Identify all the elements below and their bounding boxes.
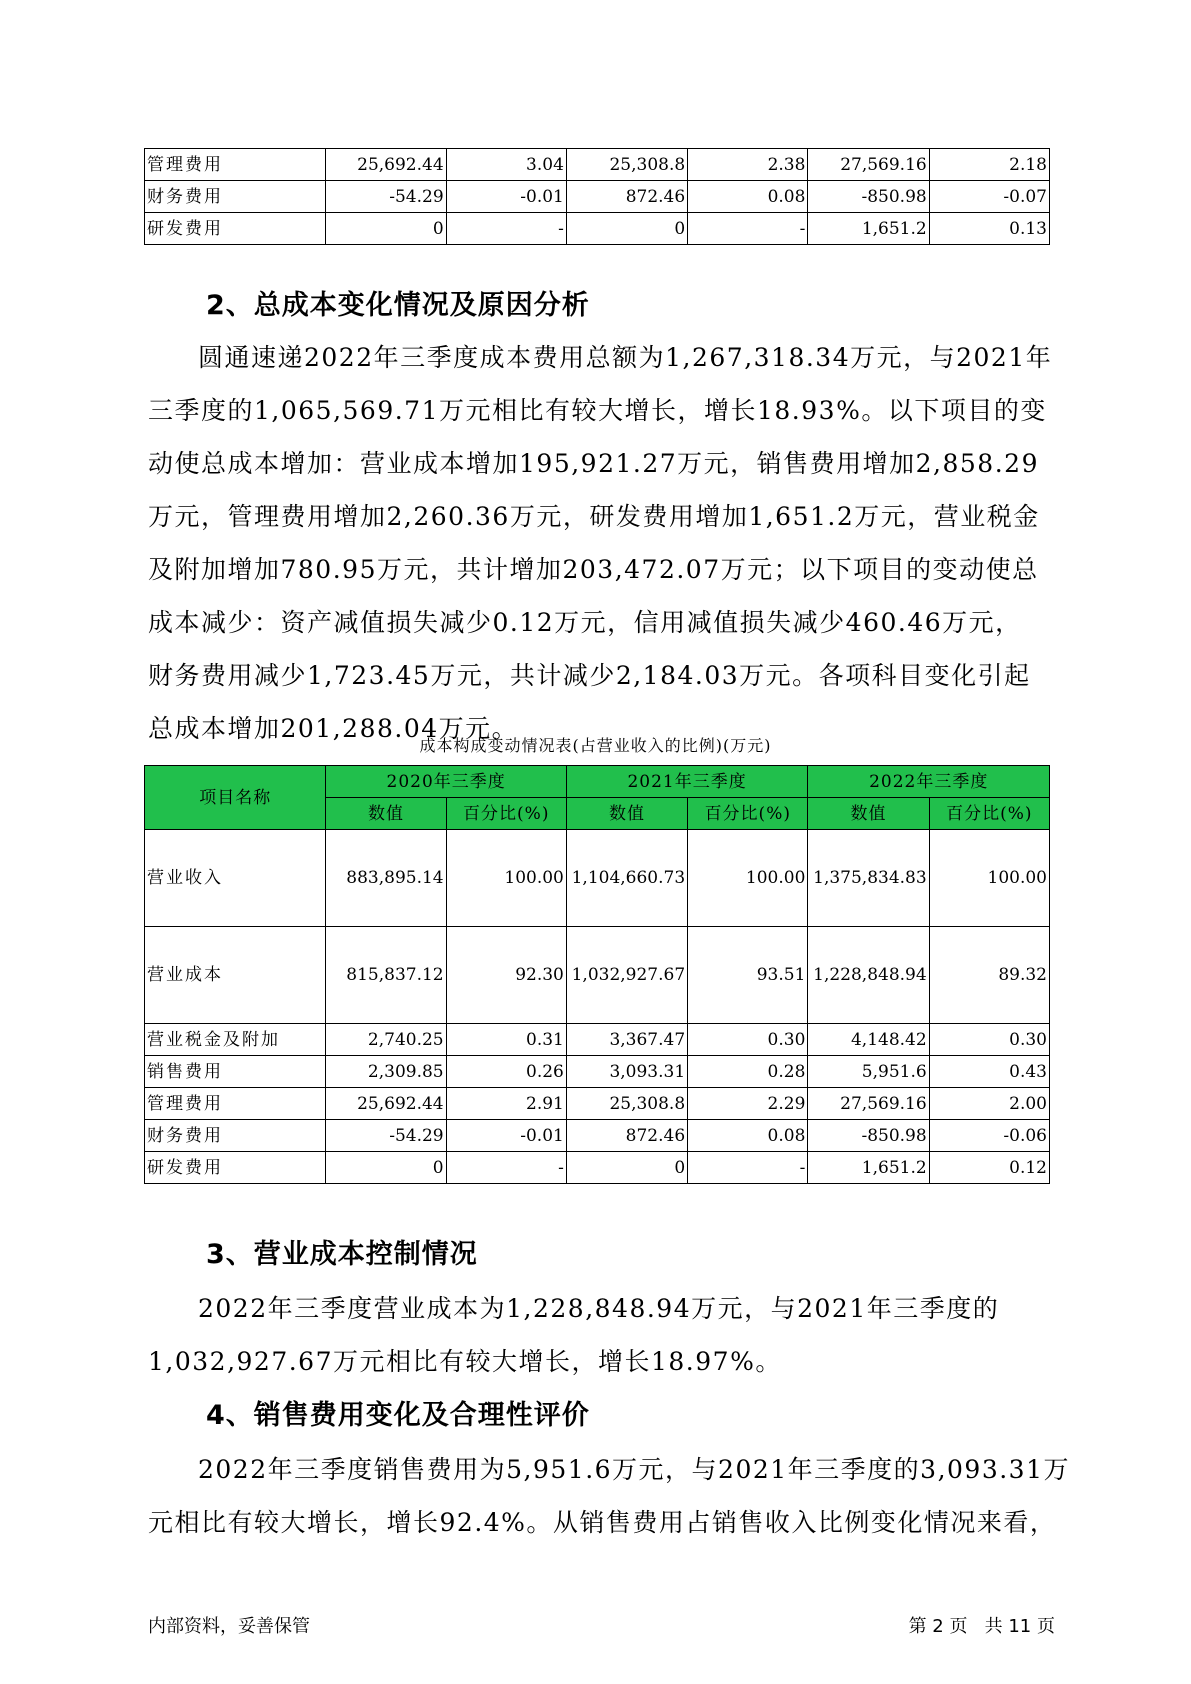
percent-cell: 2.38 <box>688 149 808 181</box>
header-percent: 百分比(%) <box>446 798 566 830</box>
cost-structure-table-body <box>145 830 1050 1184</box>
percent-cell: 0.31 <box>446 1024 566 1056</box>
row-label: 研发费用 <box>145 1152 326 1184</box>
percent-cell: 0.12 <box>929 1152 1049 1184</box>
paragraph-line: 成本减少：资产减值损失减少0.12万元，信用减值损失减少460.46万元， <box>148 608 1022 637</box>
percent-cell: 0.30 <box>929 1024 1049 1056</box>
percent-cell: 100.00 <box>446 830 566 927</box>
value-cell: 1,228,848.94 <box>808 927 929 1024</box>
paragraph-line: 动使总成本增加：营业成本增加195,921.27万元，销售费用增加2,858.29 <box>148 449 1039 478</box>
percent-cell: -0.01 <box>446 1120 566 1152</box>
value-cell: 27,569.16 <box>808 149 929 181</box>
percent-cell: - <box>446 213 566 245</box>
value-cell: 3,367.47 <box>566 1024 687 1056</box>
header-percent: 百分比(%) <box>688 798 808 830</box>
percent-cell: 2.29 <box>688 1088 808 1120</box>
expense-table-continued-body <box>145 149 1050 245</box>
percent-cell: -0.07 <box>929 181 1049 213</box>
paragraph-line: 1,032,927.67万元相比有较大增长，增长18.97%。 <box>148 1347 782 1376</box>
row-label: 营业成本 <box>145 927 326 1024</box>
header-year-2020: 2020年三季度 <box>326 766 566 798</box>
row-label: 研发费用 <box>145 213 326 245</box>
value-cell: 25,692.44 <box>326 1088 446 1120</box>
value-cell: 883,895.14 <box>326 830 446 927</box>
table-row <box>145 927 1050 1024</box>
percent-cell: 0.30 <box>688 1024 808 1056</box>
value-cell: 2,309.85 <box>326 1056 446 1088</box>
paragraph-line: 及附加增加780.95万元，共计增加203,472.07万元；以下项目的变动使总 <box>148 555 1039 584</box>
section-paragraph-operating-cost <box>148 1282 1058 1388</box>
cost-structure-table <box>144 765 1050 1184</box>
row-label: 营业收入 <box>145 830 326 927</box>
percent-cell: 89.32 <box>929 927 1049 1024</box>
percent-cell: 0.08 <box>688 1120 808 1152</box>
row-label: 管理费用 <box>145 1088 326 1120</box>
percent-cell: 0.08 <box>688 181 808 213</box>
value-cell: -850.98 <box>808 181 929 213</box>
value-cell: 1,104,660.73 <box>566 830 687 927</box>
percent-cell: 93.51 <box>688 927 808 1024</box>
table-row <box>145 213 1050 245</box>
table-row <box>145 1024 1050 1056</box>
value-cell: 1,375,834.83 <box>808 830 929 927</box>
value-cell: 815,837.12 <box>326 927 446 1024</box>
footer-page-number: 第 2 页 共 11 页 <box>908 1616 1055 1637</box>
paragraph-line: 圆通速递2022年三季度成本费用总额为1,267,318.34万元，与2021年 <box>198 343 1053 372</box>
percent-cell: - <box>688 213 808 245</box>
row-label: 营业税金及附加 <box>145 1024 326 1056</box>
section-heading-sales-expense: 4、销售费用变化及合理性评价 <box>206 1400 590 1431</box>
paragraph-line: 总成本增加201,288.04万元。 <box>148 714 519 743</box>
paragraph-line: 万元，管理费用增加2,260.36万元，研发费用增加1,651.2万元，营业税金 <box>148 502 1040 531</box>
value-cell: 2,740.25 <box>326 1024 446 1056</box>
percent-cell: 0.26 <box>446 1056 566 1088</box>
percent-cell: 3.04 <box>446 149 566 181</box>
value-cell: 5,951.6 <box>808 1056 929 1088</box>
table-row <box>145 149 1050 181</box>
value-cell: 0 <box>326 1152 446 1184</box>
value-cell: 872.46 <box>566 181 687 213</box>
header-value: 数值 <box>566 798 687 830</box>
table-caption: 成本构成变动情况表(占营业收入的比例)(万元) <box>419 736 772 755</box>
table-row <box>145 181 1050 213</box>
percent-cell: 100.00 <box>929 830 1049 927</box>
section-heading-operating-cost: 3、营业成本控制情况 <box>206 1239 478 1270</box>
percent-cell: 2.18 <box>929 149 1049 181</box>
percent-cell: -0.06 <box>929 1120 1049 1152</box>
value-cell: 25,308.8 <box>566 149 687 181</box>
paragraph-line: 三季度的1,065,569.71万元相比有较大增长，增长18.93%。以下项目的变 <box>148 396 1047 425</box>
value-cell: 0 <box>326 213 446 245</box>
percent-cell: - <box>446 1152 566 1184</box>
value-cell: 0 <box>566 1152 687 1184</box>
value-cell: 1,651.2 <box>808 213 929 245</box>
percent-cell: 92.30 <box>446 927 566 1024</box>
section-paragraph-sales-expense <box>148 1443 1070 1549</box>
value-cell: -54.29 <box>326 181 446 213</box>
row-label: 财务费用 <box>145 181 326 213</box>
value-cell: 27,569.16 <box>808 1088 929 1120</box>
value-cell: 1,032,927.67 <box>566 927 687 1024</box>
table-row <box>145 1152 1050 1184</box>
table-row <box>145 1088 1050 1120</box>
paragraph-line: 元相比有较大增长，增长92.4%。从销售费用占销售收入比例变化情况来看， <box>148 1508 1057 1537</box>
section-heading-total-cost: 2、总成本变化情况及原因分析 <box>206 290 590 321</box>
value-cell: -54.29 <box>326 1120 446 1152</box>
header-value: 数值 <box>808 798 929 830</box>
percent-cell: 2.91 <box>446 1088 566 1120</box>
value-cell: 1,651.2 <box>808 1152 929 1184</box>
percent-cell: 100.00 <box>688 830 808 927</box>
percent-cell: 0.13 <box>929 213 1049 245</box>
expense-table-continued <box>144 148 1050 245</box>
percent-cell: 0.28 <box>688 1056 808 1088</box>
percent-cell: 2.00 <box>929 1088 1049 1120</box>
value-cell: -850.98 <box>808 1120 929 1152</box>
paragraph-line: 2022年三季度营业成本为1,228,848.94万元，与2021年三季度的 <box>198 1294 1000 1323</box>
value-cell: 0 <box>566 213 687 245</box>
percent-cell: 0.43 <box>929 1056 1049 1088</box>
table-row <box>145 1120 1050 1152</box>
value-cell: 25,692.44 <box>326 149 446 181</box>
percent-cell: - <box>688 1152 808 1184</box>
paragraph-line: 2022年三季度销售费用为5,951.6万元，与2021年三季度的3,093.31万 <box>198 1455 1070 1484</box>
value-cell: 25,308.8 <box>566 1088 687 1120</box>
section-paragraph-total-cost <box>148 331 1058 755</box>
row-label: 销售费用 <box>145 1056 326 1088</box>
header-year-2021: 2021年三季度 <box>566 766 808 798</box>
value-cell: 872.46 <box>566 1120 687 1152</box>
value-cell: 3,093.31 <box>566 1056 687 1088</box>
value-cell: 4,148.42 <box>808 1024 929 1056</box>
table-row <box>145 1056 1050 1088</box>
header-value: 数值 <box>326 798 446 830</box>
paragraph-line: 财务费用减少1,723.45万元，共计减少2,184.03万元。各项科目变化引起 <box>148 661 1031 690</box>
header-item-name: 项目名称 <box>145 766 326 830</box>
table-row <box>145 830 1050 927</box>
row-label: 管理费用 <box>145 149 326 181</box>
row-label: 财务费用 <box>145 1120 326 1152</box>
percent-cell: -0.01 <box>446 181 566 213</box>
header-percent: 百分比(%) <box>929 798 1049 830</box>
header-year-2022: 2022年三季度 <box>808 766 1050 798</box>
footer-confidential-note: 内部资料，妥善保管 <box>148 1616 310 1637</box>
